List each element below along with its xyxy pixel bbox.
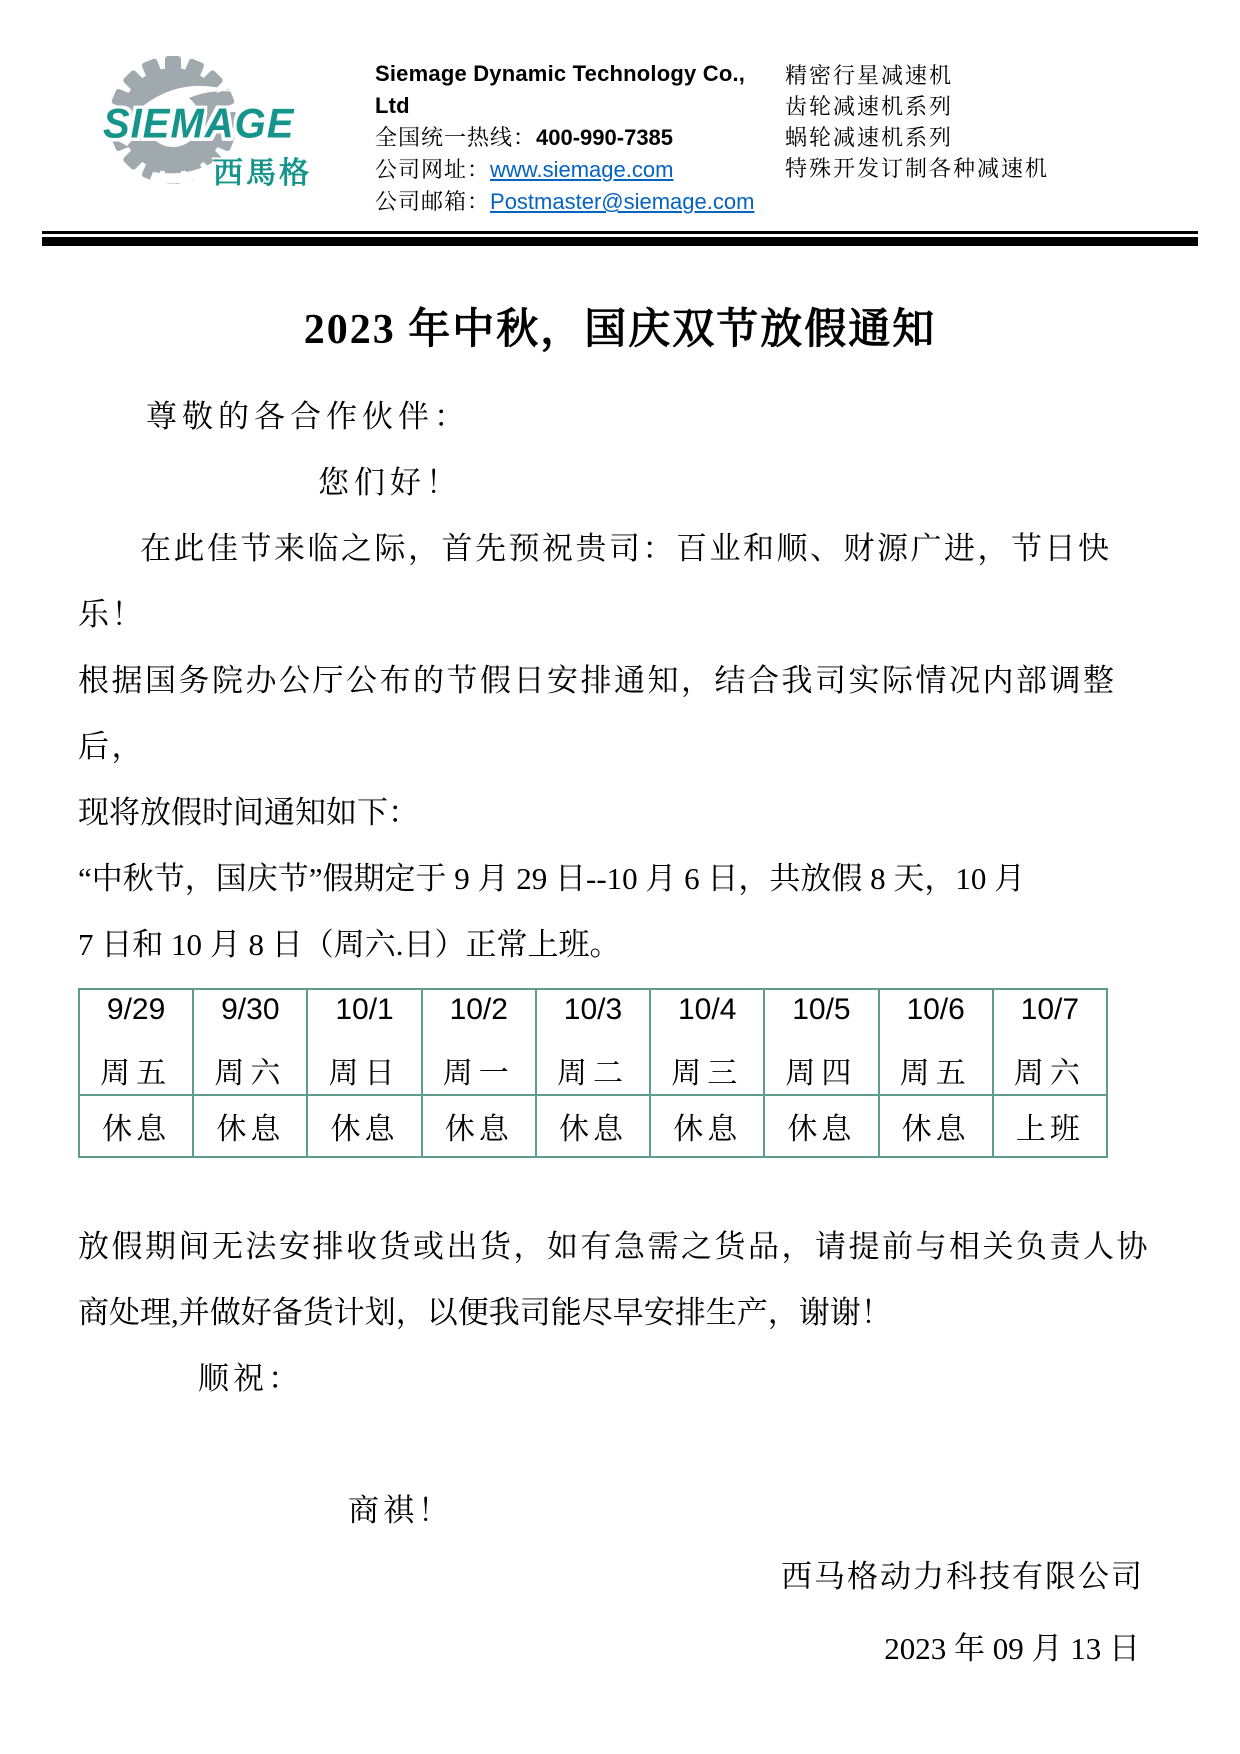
email-line <box>375 186 785 218</box>
letter-body <box>78 392 1162 1682</box>
day-cell: 10/5 周四 <box>764 989 878 1095</box>
day-cell: 10/6 周五 <box>879 989 993 1095</box>
holiday-schedule-table <box>78 988 1108 1158</box>
hotline-number: 400-990-7385 <box>536 125 674 150</box>
website-link[interactable]: www.siemage.com <box>490 157 674 182</box>
body-line: 根据国务院办公厅公布的节假日安排通知，结合我司实际情况内部调整后， <box>78 663 1117 764</box>
signature-date: 2023 年 09 月 13 日 <box>884 1631 1140 1666</box>
closing-shunzhu: 顺祝： <box>198 1361 303 1396</box>
status-cell: 休息 <box>536 1095 650 1157</box>
company-contact-block <box>375 52 785 218</box>
product-item: 特殊开发订制各种减速机 <box>785 156 1050 181</box>
hotline-line <box>375 122 785 154</box>
notice-paragraph <box>78 1214 1162 1346</box>
product-item: 精密行星减速机 <box>785 63 954 88</box>
hotline-label: 全国统一热线： <box>375 125 537 150</box>
email-link[interactable]: Postmaster@siemage.com <box>490 189 755 214</box>
product-item: 齿轮减速机系列 <box>785 94 954 119</box>
page-title: 2023 年中秋，国庆双节放假通知 <box>303 307 937 353</box>
header-divider <box>0 231 1240 246</box>
brand-wordmark-chinese: 西馬格 <box>213 157 312 190</box>
salutation: 尊敬的各合作伙伴： <box>146 399 470 434</box>
status-cell: 上班 <box>993 1095 1107 1157</box>
day-cell: 9/30 周六 <box>193 989 307 1095</box>
body-line: 7 日和 10 月 8 日（周六.日）正常上班。 <box>78 927 621 962</box>
day-cell: 10/4 周三 <box>650 989 764 1095</box>
signature-company: 西马格动力科技有限公司 <box>781 1559 1144 1594</box>
status-cell: 休息 <box>193 1095 307 1157</box>
table-row-status <box>79 1095 1107 1157</box>
website-label: 公司网址： <box>375 157 491 182</box>
product-list <box>785 52 1049 184</box>
status-cell: 休息 <box>307 1095 421 1157</box>
body-line: 在此佳节来临之际，首先预祝贵司：百业和顺、财源广进，节日快乐！ <box>78 531 1112 632</box>
day-cell: 10/7 周六 <box>993 989 1107 1095</box>
status-cell: 休息 <box>422 1095 536 1157</box>
body-line: 现将放假时间通知如下： <box>78 795 419 830</box>
day-cell: 10/3 周二 <box>536 989 650 1095</box>
notice-line: 商处理,并做好备货计划，以便我司能尽早安排生产，谢谢！ <box>78 1295 892 1330</box>
closing-shangqi: 商祺！ <box>348 1493 453 1528</box>
day-cell: 9/29 周五 <box>79 989 193 1095</box>
product-item: 蜗轮减速机系列 <box>785 125 954 150</box>
greeting: 您们好！ <box>318 465 462 500</box>
notice-line: 放假期间无法安排收货或出货，如有急需之货品，请提前与相关负责人协 <box>78 1229 1150 1264</box>
body-line: “中秋节，国庆节”假期定于 9 月 29 日--10 月 6 日，共放假 8 天，10 月 <box>78 861 1026 896</box>
status-cell: 休息 <box>650 1095 764 1157</box>
company-name-en: Siemage Dynamic Technology Co., Ltd <box>375 61 746 118</box>
body-paragraphs <box>78 516 1162 978</box>
status-cell: 休息 <box>879 1095 993 1157</box>
letterhead <box>95 52 1180 218</box>
website-line <box>375 154 785 186</box>
email-label: 公司邮箱： <box>375 189 491 214</box>
company-logo <box>95 52 345 190</box>
brand-wordmark: SIEMAGE <box>103 100 295 148</box>
day-cell: 10/1 周日 <box>307 989 421 1095</box>
status-cell: 休息 <box>764 1095 878 1157</box>
status-cell: 休息 <box>79 1095 193 1157</box>
table-row-days <box>79 989 1107 1095</box>
day-cell: 10/2 周一 <box>422 989 536 1095</box>
